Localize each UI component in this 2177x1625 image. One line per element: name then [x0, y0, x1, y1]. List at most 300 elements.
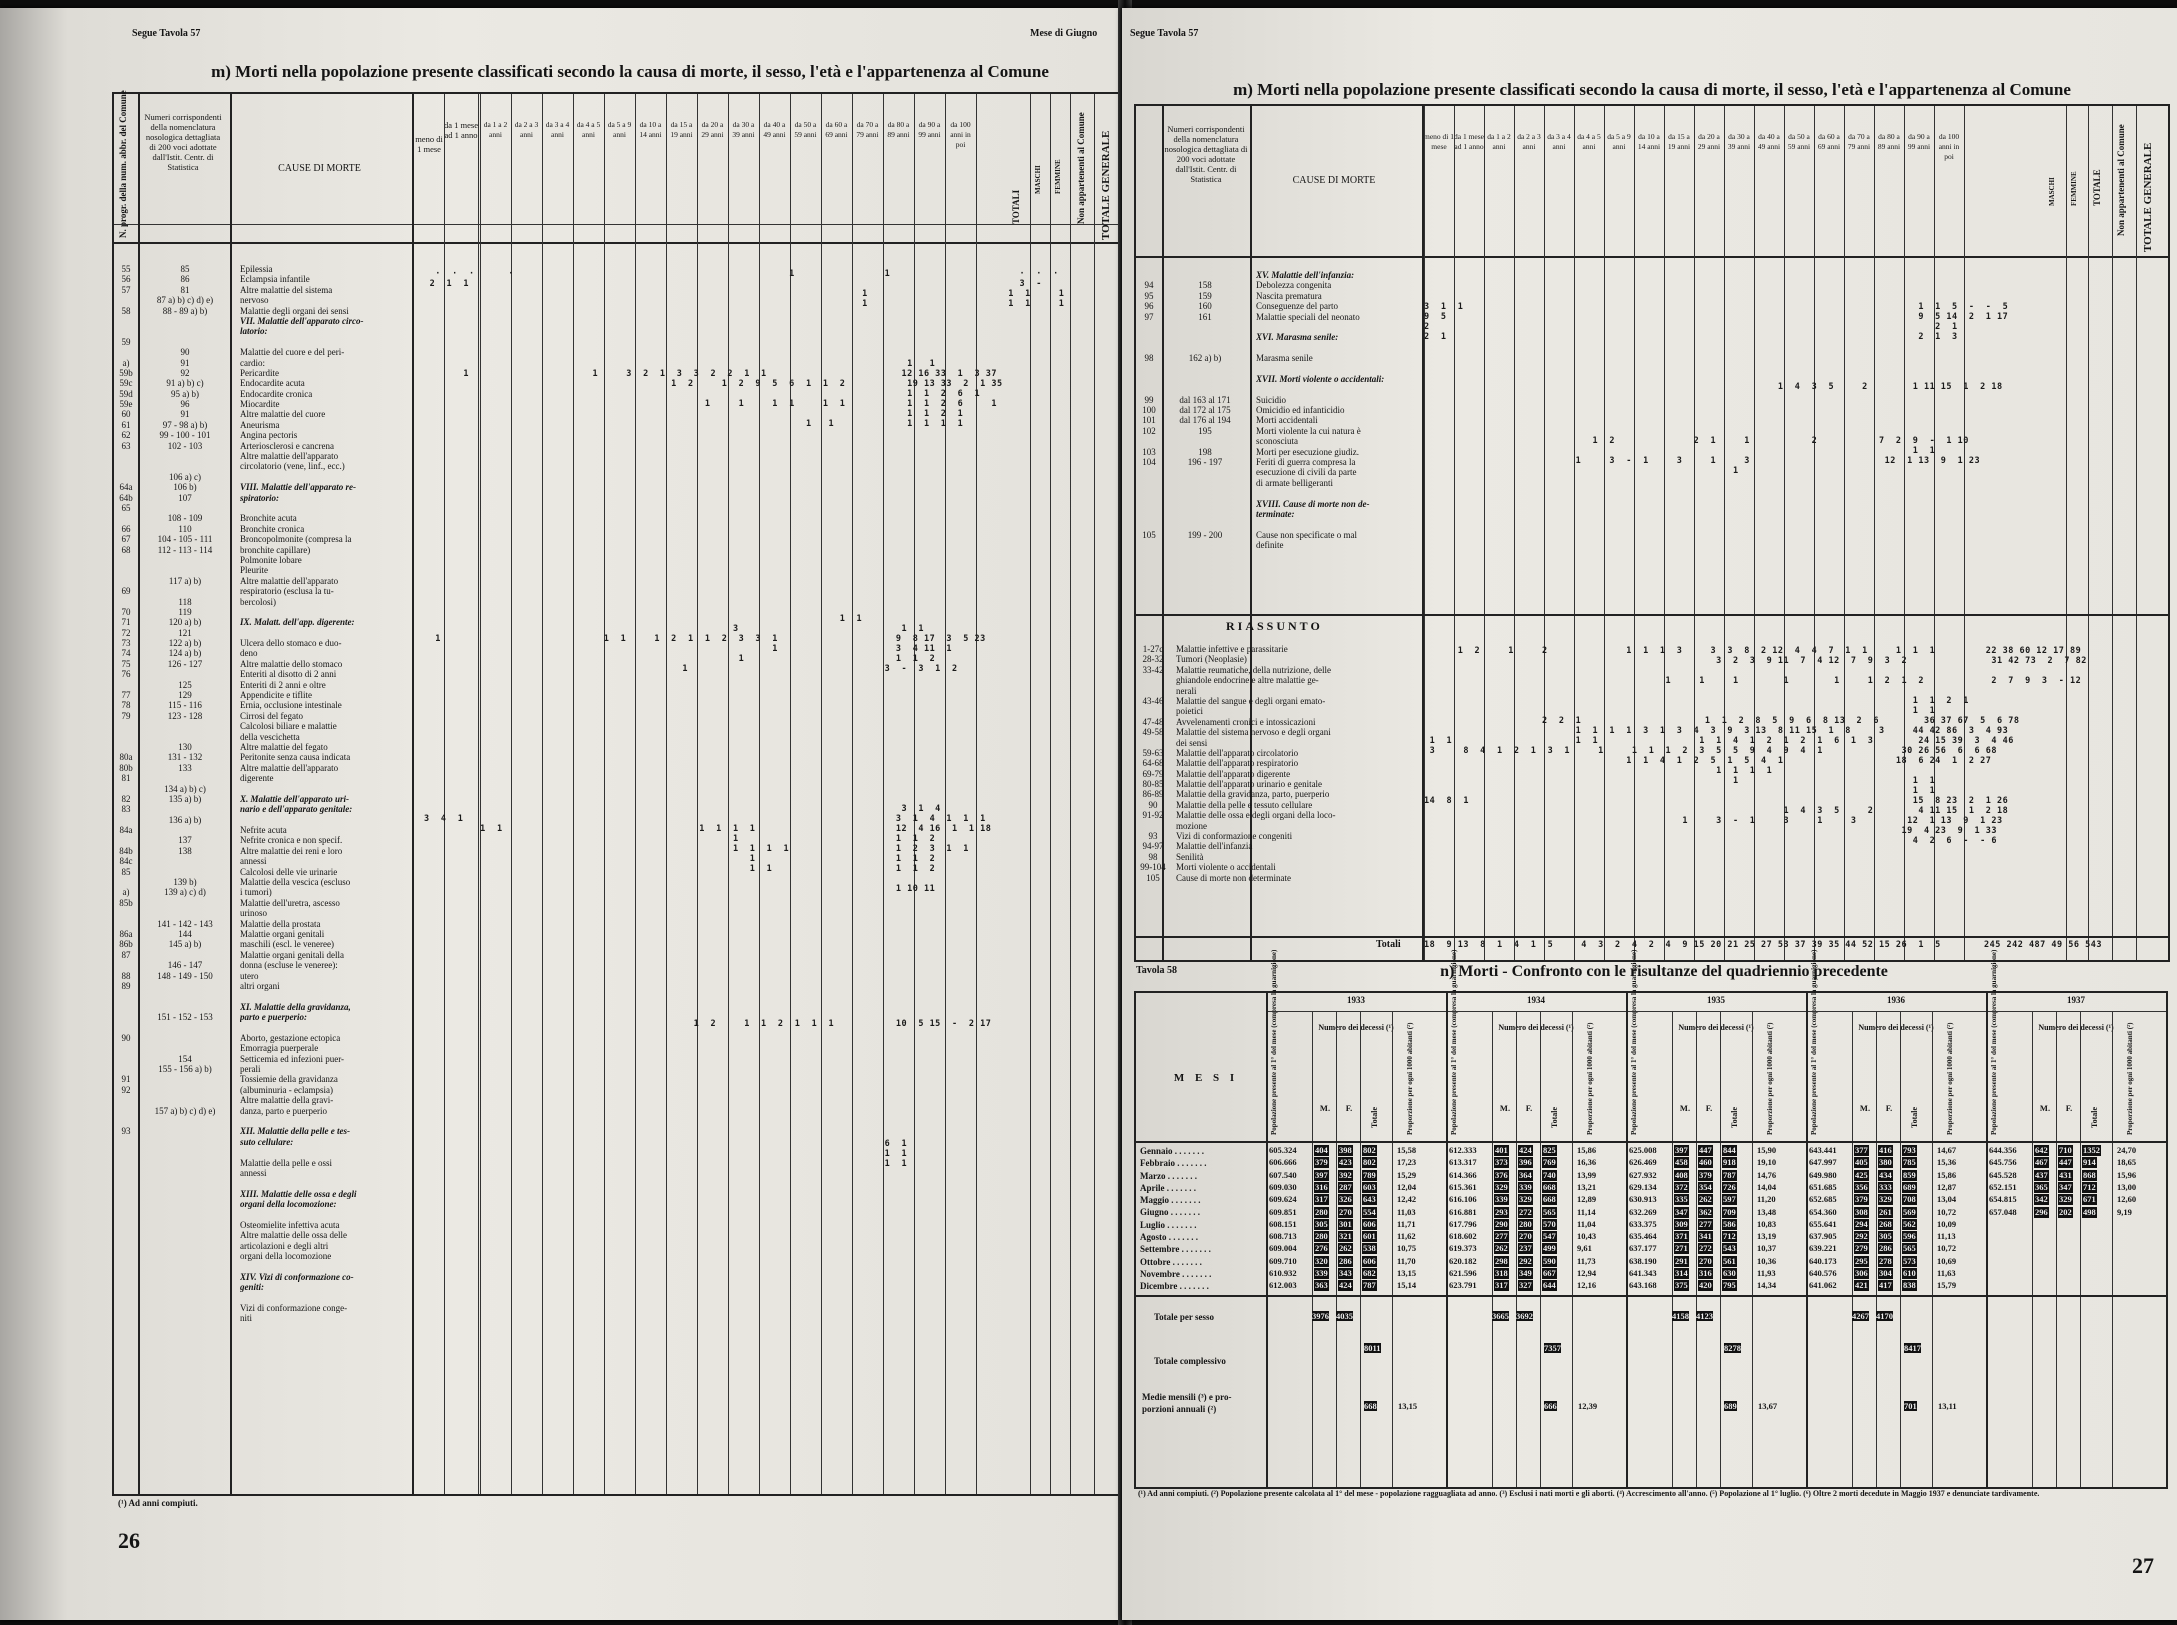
tav58-cell: 607.540	[1269, 1169, 1297, 1180]
left-cause-row	[240, 1116, 410, 1126]
left-code	[114, 732, 138, 742]
header-num-progr: N. progr. della num. abbr. del Comune	[118, 90, 128, 238]
tav58-cell: 347	[1675, 1206, 1688, 1217]
left-page	[0, 8, 1125, 1620]
right-data-marks: 3 1 1 1 1 5 - - 5 9 5 9 5 14 2 1 17 2 2 1 2 1 2 1 3	[1424, 302, 2009, 342]
tav58-pop-header: Popolazione presente al 1° del mese (compresa la guarnigione)	[1990, 949, 1998, 1135]
tav58-cell: 769	[1543, 1157, 1556, 1168]
tav58-cell: 379	[1699, 1169, 1712, 1180]
left-cause-row: Bronchite acuta	[240, 513, 297, 524]
left-cause-row: Cirrosi del fegato	[240, 710, 303, 721]
header-age-10: da 50 a 59 anni	[794, 120, 817, 139]
left-code: 59d	[119, 388, 133, 399]
tav58-cell: 610.932	[1269, 1268, 1297, 1278]
left-code: 64a	[119, 482, 133, 493]
right-cause-row: di armate belligeranti	[1256, 477, 1333, 488]
tav58-cell: 1352	[2083, 1145, 2100, 1155]
right-nomen: 198	[1198, 446, 1212, 457]
tav58-medie: 668	[1364, 1401, 1377, 1411]
tav58-cell: 341	[1699, 1231, 1712, 1242]
tav58-cell: 641.343	[1629, 1268, 1657, 1278]
header-totali: TOTALI	[1011, 189, 1021, 224]
right-folio: 27	[2132, 1553, 2154, 1578]
tav58-medie: 666	[1544, 1401, 1557, 1411]
left-nomen: 136 a) b)	[168, 814, 202, 825]
left-code: 55	[121, 264, 131, 274]
tav58-subgrid-line	[1696, 1011, 1697, 1487]
tav58-cell: 404	[1315, 1145, 1328, 1155]
tav58-cell: 637.905	[1809, 1231, 1837, 1242]
right-code: 102	[1142, 425, 1156, 436]
tav58-label: Tavola 58	[1136, 965, 1178, 976]
left-cause-row: Broncopolmonite (compresa la	[240, 534, 352, 545]
left-cause-row: Epilessia	[240, 264, 273, 274]
tav58-cell: 286	[1879, 1243, 1892, 1254]
right-nomen: 160	[1198, 301, 1212, 312]
left-code	[114, 835, 138, 845]
right-nomen	[1164, 332, 1246, 342]
tav58-cell: 586	[1723, 1218, 1736, 1229]
right-code: 100	[1142, 405, 1156, 416]
tav58-cell: 726	[1723, 1181, 1736, 1192]
left-code: 66	[121, 523, 131, 534]
left-nomen: 139 a) c) d)	[164, 887, 206, 898]
right-cause-row	[1256, 364, 1416, 374]
right-header-age-12: da 50 a 59 anni	[1787, 132, 1811, 151]
riassunto-row: Malattie dell'apparato circolatorio	[1176, 747, 1299, 758]
right-header-age-0: meno di 1 mese	[1424, 132, 1454, 151]
tav58-cell: 16,36	[1577, 1157, 1597, 1168]
tav58-cell: 565	[1903, 1243, 1916, 1254]
left-code	[114, 597, 138, 607]
tav58-month: Gennaio . . . . . . .	[1140, 1146, 1205, 1156]
left-code	[114, 555, 138, 565]
left-code: 59b	[119, 367, 133, 378]
left-nomen: 121	[178, 627, 192, 638]
right-cause-row: XVIII. Cause di morte non de-	[1256, 498, 1370, 509]
right-code: 95	[1144, 290, 1154, 301]
left-cause-row	[240, 628, 410, 638]
tav58-prop-header: Proporzione per ogni 1000 abitanti (²)	[2126, 1022, 2134, 1135]
tav58-year-1937: 1937	[2067, 995, 2085, 1005]
right-nomen	[1164, 364, 1246, 374]
left-nomenclature-codes	[140, 264, 230, 1116]
tav58-cell: 606	[1363, 1255, 1376, 1266]
left-cause-row	[240, 991, 410, 1001]
tav58-cell: 447	[1699, 1145, 1712, 1155]
tav58-num-header: Numero dei decessi (¹)	[1678, 1023, 1754, 1032]
tav58-tot-header: Totale	[1730, 1106, 1739, 1128]
tav58-cell: 609.851	[1269, 1206, 1297, 1217]
riassunto-code: 94-97	[1142, 841, 1164, 852]
left-cause-row: Vizi di conformazione conge-	[240, 1303, 348, 1314]
left-code	[114, 1054, 138, 1064]
left-code: 85	[121, 866, 131, 877]
tav58-cell: 15,29	[1397, 1169, 1417, 1180]
left-nomen: 91 a) b) c)	[166, 378, 204, 389]
tav58-cell: 276	[1315, 1243, 1328, 1254]
tav58-cell: 304	[1879, 1268, 1892, 1278]
left-nomen	[140, 898, 230, 908]
right-page	[1122, 8, 2177, 1620]
tav58-m-header: M.	[1319, 1103, 1331, 1113]
right-header-age-2: da 1 a 2 anni	[1487, 132, 1511, 151]
right-cause-row: Debolezza congenita	[1256, 280, 1332, 291]
tav58-year-1936: 1936	[1887, 995, 1905, 1005]
right-nomen	[1164, 499, 1246, 509]
tav58-cell: 642	[2035, 1145, 2048, 1155]
tav58-cell: 24,70	[2117, 1145, 2137, 1155]
tav58-cell: 286	[1339, 1255, 1352, 1266]
left-nomen: 138	[178, 845, 192, 856]
tav58-cell: 12,60	[2117, 1194, 2137, 1205]
left-cause-row: Enteriti di 2 anni e oltre	[240, 679, 326, 690]
left-nomen	[140, 950, 230, 960]
left-code: a)	[122, 887, 130, 898]
riassunto-row: poietici	[1176, 706, 1203, 717]
riassunto-row: Malattie dell'apparato respiratorio	[1176, 758, 1299, 769]
tav58-cell: 11,04	[1577, 1218, 1596, 1229]
tav58-cell: 12,94	[1577, 1268, 1597, 1278]
tav58-pop-header: Popolazione presente al 1° del mese (compresa la guarnigione)	[1450, 949, 1458, 1135]
tav58-cell: 914	[2083, 1157, 2096, 1168]
left-cause-row	[240, 607, 410, 617]
left-code: 60	[121, 409, 131, 420]
tav58-cell: 10,09	[1937, 1218, 1957, 1229]
left-nomen	[140, 669, 230, 679]
left-code	[114, 908, 138, 918]
tav58-cell: 339	[1519, 1181, 1532, 1192]
left-code	[114, 316, 138, 326]
left-nomen: 102 - 103	[167, 440, 203, 451]
tav58-cell: 291	[1675, 1255, 1688, 1266]
riassunto-row: mozione	[1176, 820, 1207, 831]
left-nomen: 106 b)	[173, 482, 197, 493]
right-cause-row: Malattie speciali del neonato	[1256, 311, 1360, 322]
tav58-cell: 638.190	[1629, 1255, 1657, 1266]
left-grid-line	[412, 94, 414, 1494]
right-cause-row	[1256, 322, 1416, 332]
left-code: a)	[122, 357, 130, 368]
left-cause-row: Altre malattie dell'apparato	[240, 762, 339, 773]
left-code: 73	[121, 638, 131, 649]
tav58-cell: 280	[1519, 1218, 1532, 1229]
right-cause-row: Morti accidentali	[1256, 415, 1318, 426]
left-code: 67	[121, 534, 131, 545]
left-nomen: 129	[178, 690, 192, 701]
tav58-cell: 649.980	[1809, 1169, 1837, 1180]
left-cause-row: Malattie della vescica (escluso	[240, 877, 351, 888]
tav58-cell: 363	[1315, 1280, 1328, 1291]
tav58-cell: 785	[1903, 1157, 1916, 1168]
left-code: 86b	[119, 939, 133, 950]
tav58-cell: 657.048	[1989, 1206, 2017, 1217]
tav58-cell: 329	[1519, 1194, 1532, 1205]
header-non-appartenenti: Non appartenenti al Comune	[1076, 112, 1086, 224]
tav58-cell: 617.796	[1449, 1218, 1477, 1229]
left-cause-row: geniti:	[240, 1282, 264, 1293]
right-cause-row	[1256, 384, 1416, 394]
tav58-cell: 643.441	[1809, 1145, 1837, 1155]
riassunto-code: 90	[1148, 799, 1158, 810]
tav58-cell: 629.134	[1629, 1181, 1657, 1192]
left-code: 62	[121, 430, 131, 441]
header-age-12: da 70 a 79 anni	[856, 120, 879, 139]
tav58-cell: 609.624	[1269, 1194, 1297, 1205]
tav58-subgrid-line	[1752, 1011, 1753, 1487]
left-nomen: 120 a) b)	[168, 617, 202, 628]
tav58-tot-compl: 8011	[1364, 1343, 1381, 1353]
left-cause-row: Pericardite	[240, 367, 279, 378]
tav58-f-header: F.	[1705, 1103, 1713, 1113]
riassunto-code	[1136, 738, 1170, 748]
right-cause-row: Cause non specificate o mal	[1256, 529, 1357, 540]
left-cause-row: spiratorio:	[240, 492, 280, 503]
header-age-9: da 40 a 49 anni	[763, 120, 786, 139]
tav58-cell: 316	[1699, 1268, 1712, 1278]
left-cause-row: Altre malattie dell'apparato	[240, 575, 339, 586]
tav58-subgrid-line	[1852, 1011, 1853, 1487]
tav58-cell: 347	[2059, 1181, 2072, 1192]
tav58-cell: 270	[1699, 1255, 1712, 1266]
tav58-prop-annual: 13,15	[1398, 1401, 1418, 1411]
tav58-cell: 287	[1339, 1181, 1352, 1192]
riassunto-list	[1176, 644, 1416, 883]
tav58-subgrid-line	[1392, 1011, 1393, 1487]
tav58-cell: 405	[1855, 1157, 1868, 1168]
tav58-tot-f: 4123	[1696, 1311, 1713, 1321]
tav58-cell: 652.151	[1989, 1181, 2017, 1192]
left-cause-row: VII. Malattie dell'apparato circo-	[240, 315, 364, 326]
riassunto-code: 80-85	[1142, 779, 1164, 790]
tav58-cell: 15,36	[1937, 1157, 1957, 1168]
tav58-cell: 10,36	[1757, 1255, 1777, 1266]
left-nomen	[140, 565, 230, 575]
tav58-cell: 10,37	[1757, 1243, 1777, 1254]
header-age-8: da 30 a 39 anni	[732, 120, 755, 139]
tav58-cell: 349	[1519, 1268, 1532, 1278]
right-cause-row: esecuzione di civili da parte	[1256, 467, 1357, 478]
left-cause-row: maschili (escl. le veneree)	[240, 939, 334, 950]
tav58-cell: 293	[1495, 1206, 1508, 1217]
left-cause-row: urinoso	[240, 908, 267, 919]
right-cause-row: XVII. Morti violente o accidentali:	[1256, 373, 1385, 384]
tav58-cell: 644.356	[1989, 1145, 2017, 1155]
right-nomen	[1164, 488, 1246, 498]
tav58-cell: 292	[1855, 1231, 1868, 1242]
tav58-cell: 375	[1675, 1280, 1688, 1291]
tav58-cell: 371	[1675, 1231, 1688, 1242]
header-age-5: da 10 a 14 anni	[639, 120, 662, 139]
riassunto-code: 99-104	[1140, 862, 1166, 873]
header-age-11: da 60 a 69 anni	[825, 120, 848, 139]
left-cause-row: organi della locomozione	[240, 1251, 332, 1262]
right-cause-row: XVI. Marasma senile:	[1256, 332, 1339, 343]
tav58-cell: 14,04	[1757, 1181, 1777, 1192]
tav58-subgrid-line	[1672, 1011, 1673, 1487]
left-code: 70	[121, 606, 131, 617]
right-code	[1136, 509, 1162, 519]
left-cause-row: deno	[240, 648, 258, 659]
left-code: 68	[121, 544, 131, 555]
left-cause-row: respiratorio (esclusa la tu-	[240, 586, 334, 597]
tav58-cell: 373	[1495, 1157, 1508, 1168]
tav58-pop-header: Popolazione presente al 1° del mese (compresa la guarnigione)	[1810, 949, 1818, 1135]
left-code: 83	[121, 804, 131, 815]
tav58-tot-m: 4158	[1672, 1311, 1689, 1321]
left-cause-row: suto cellulare:	[240, 1136, 294, 1147]
tav58-cell: 19,10	[1757, 1157, 1777, 1168]
tav58-cell: 17,23	[1397, 1157, 1417, 1168]
tav58-cell: 13,48	[1757, 1206, 1777, 1217]
tav58-cell: 644	[1543, 1280, 1556, 1291]
riassunto-code: 49-58	[1142, 727, 1164, 738]
right-nomen	[1164, 478, 1246, 488]
tav58-mesi-header: M E S I	[1173, 1072, 1239, 1084]
riassunto-code: 91-92	[1142, 810, 1164, 821]
tav58-cell: 14,34	[1757, 1280, 1777, 1291]
right-nomen: 195	[1198, 425, 1212, 436]
tav58-month: Ottobre . . . . . . .	[1140, 1256, 1202, 1267]
tav58-cell: 396	[1519, 1157, 1532, 1168]
tav58-cell: 11,14	[1577, 1206, 1596, 1217]
tav58-cell: 15,86	[1937, 1169, 1957, 1180]
left-nomen	[140, 908, 230, 918]
left-code	[114, 721, 138, 731]
tav58-cell: 437	[2035, 1169, 2048, 1180]
tav58-m-header: M.	[1499, 1103, 1511, 1113]
right-page-title: m) Morti nella popolazione presente classificati secondo la causa di morte, il sesso, l'età e l'appartenenza al Comune	[1233, 80, 2071, 99]
left-code: 71	[121, 617, 131, 628]
right-code	[1136, 332, 1162, 342]
tav58-cell: 320	[1315, 1255, 1328, 1266]
tav58-cell: 279	[1855, 1243, 1868, 1254]
tav58-cell: 13,21	[1577, 1181, 1597, 1192]
left-nomen	[140, 1085, 230, 1095]
header-cause: CAUSE DI MORTE	[278, 163, 361, 174]
left-code	[114, 1043, 138, 1053]
tav58-num-header: Numero dei decessi (¹)	[1318, 1023, 1394, 1032]
tav58-cell: 643	[1363, 1194, 1376, 1205]
tav58-cell: 623.791	[1449, 1280, 1477, 1291]
left-code: 93	[121, 1126, 131, 1137]
left-cause-row: Angina pectoris	[240, 430, 298, 441]
left-cause-row: Polmonite lobare	[240, 554, 302, 565]
left-cause-row	[240, 1178, 410, 1188]
tav58-cell: 356	[1855, 1181, 1868, 1192]
left-code: 59c	[119, 378, 133, 389]
tav58-cell: 616.881	[1449, 1206, 1477, 1217]
right-nomen	[1164, 519, 1246, 529]
tav58-year-rule	[1266, 1011, 2166, 1012]
left-code	[114, 461, 138, 471]
tav58-cell: 365	[2035, 1181, 2048, 1192]
left-data-marks-3: 3 1 4 3 4 1 3 1 4 1 1 1 1 1 1 1 1 1 12 4 16 1 1 18 1 1 1 2 1 1 1 1 1 2 3 1 1 1 1 1 2 1 1 1 1 2 1 10 11	[424, 804, 992, 894]
tav58-cell: 640.173	[1809, 1255, 1837, 1266]
left-nomen: 122 a) b)	[168, 638, 202, 649]
tav58-cell: 11,93	[1757, 1268, 1776, 1278]
left-code	[114, 877, 138, 887]
left-cause-row	[240, 1293, 410, 1303]
tav58-cell: 651.685	[1809, 1181, 1837, 1192]
left-nomen: 151 - 152 - 153	[157, 1012, 213, 1023]
right-grid-line	[2088, 106, 2089, 960]
tav58-month: Luglio . . . . . . .	[1140, 1219, 1197, 1230]
left-code: 56	[121, 274, 131, 285]
tav58-year-1935: 1935	[1707, 995, 1725, 1005]
left-nomen	[140, 1023, 230, 1033]
tav58-cell: 609.030	[1269, 1181, 1297, 1192]
left-nomen: 137	[178, 835, 192, 846]
tav58-cell: 620.182	[1449, 1255, 1477, 1266]
tav58-cell: 630.913	[1629, 1194, 1657, 1205]
right-nomenclature	[1164, 270, 1246, 551]
left-mortality-table	[112, 92, 1125, 1496]
tav58-cell: 15,79	[1937, 1280, 1957, 1291]
totali-marks: 18 9 13 8 1 4 1 5 4 3 2 4 2 4 9 15 20 21 25 27 53 37 39 35 44 52 15 26 1 5	[1424, 940, 1941, 950]
left-cause-row: Miocardite	[240, 399, 280, 410]
right-header-age-16: da 90 a 99 anni	[1907, 132, 1931, 151]
tav58-cell: 632.269	[1629, 1206, 1657, 1217]
left-cause-row: VIII. Malattie dell'apparato re-	[240, 482, 357, 493]
header-age-14: da 90 a 99 anni	[918, 120, 941, 139]
left-nomen: 92	[180, 367, 190, 378]
right-header-age-10: da 30 a 39 anni	[1727, 132, 1751, 151]
left-cause-row: Altre malattie della gravi-	[240, 1095, 334, 1106]
right-code	[1136, 488, 1162, 498]
tav58-cell: 573	[1903, 1255, 1916, 1266]
left-nomen	[140, 721, 230, 731]
right-cause-row: terminate:	[1256, 508, 1295, 519]
tav58-subgrid-line	[1540, 1011, 1541, 1487]
right-cause-row: XV. Malattie dell'infanzia:	[1256, 270, 1355, 280]
left-cause-row: Malattie della pelle e ossi	[240, 1157, 332, 1168]
left-nomen: 96	[180, 399, 190, 410]
tav58-cell: 15,58	[1397, 1145, 1417, 1155]
left-code	[114, 1002, 138, 1012]
left-nomen: 139 b)	[173, 877, 197, 888]
riassunto-row: Avvelenamenti cronici e intossicazioni	[1176, 716, 1316, 727]
tav58-cell: 838	[1903, 1280, 1916, 1291]
tav58-cell: 379	[1315, 1157, 1328, 1168]
left-cause-row	[240, 784, 410, 794]
left-cause-row: Calcolosi biliare e malattie	[240, 721, 337, 732]
right-nomen	[1164, 322, 1246, 332]
left-nomen: 125	[178, 679, 192, 690]
tav58-m-header: M.	[1859, 1103, 1871, 1113]
left-cause-row: Arteriosclerosi e cancrena	[240, 440, 334, 451]
riassunto-row: Malattie della gravidanza, parto, puerperio	[1176, 789, 1330, 800]
left-cause-row	[240, 1262, 410, 1272]
right-code: 94	[1144, 280, 1154, 291]
riassunto-code	[1136, 686, 1170, 696]
riassunto-row: Malattie reumatiche, della nutrizione, delle	[1176, 664, 1331, 675]
left-cause-list	[240, 264, 410, 1324]
left-cause-row: Altre malattie dello stomaco	[240, 658, 343, 669]
tav58-cell: 689	[1903, 1181, 1916, 1192]
right-cause-row: Conseguenze del parto	[1256, 301, 1338, 312]
left-cause-row: Endocardite cronica	[240, 388, 313, 399]
tav58-subgrid-line	[1516, 1011, 1517, 1487]
tav58-cell: 645.528	[1989, 1169, 2017, 1180]
tav58-cell: 431	[2059, 1169, 2072, 1180]
tav58-month: Febbraio . . . . . . .	[1140, 1158, 1207, 1169]
left-grid-line	[1070, 94, 1071, 1494]
left-cause-row: Appendicite e tiflite	[240, 690, 312, 701]
left-code: 78	[121, 700, 131, 711]
left-code: 69	[121, 586, 131, 597]
right-header-age-1: da 1 mese ad 1 anno	[1454, 132, 1484, 151]
